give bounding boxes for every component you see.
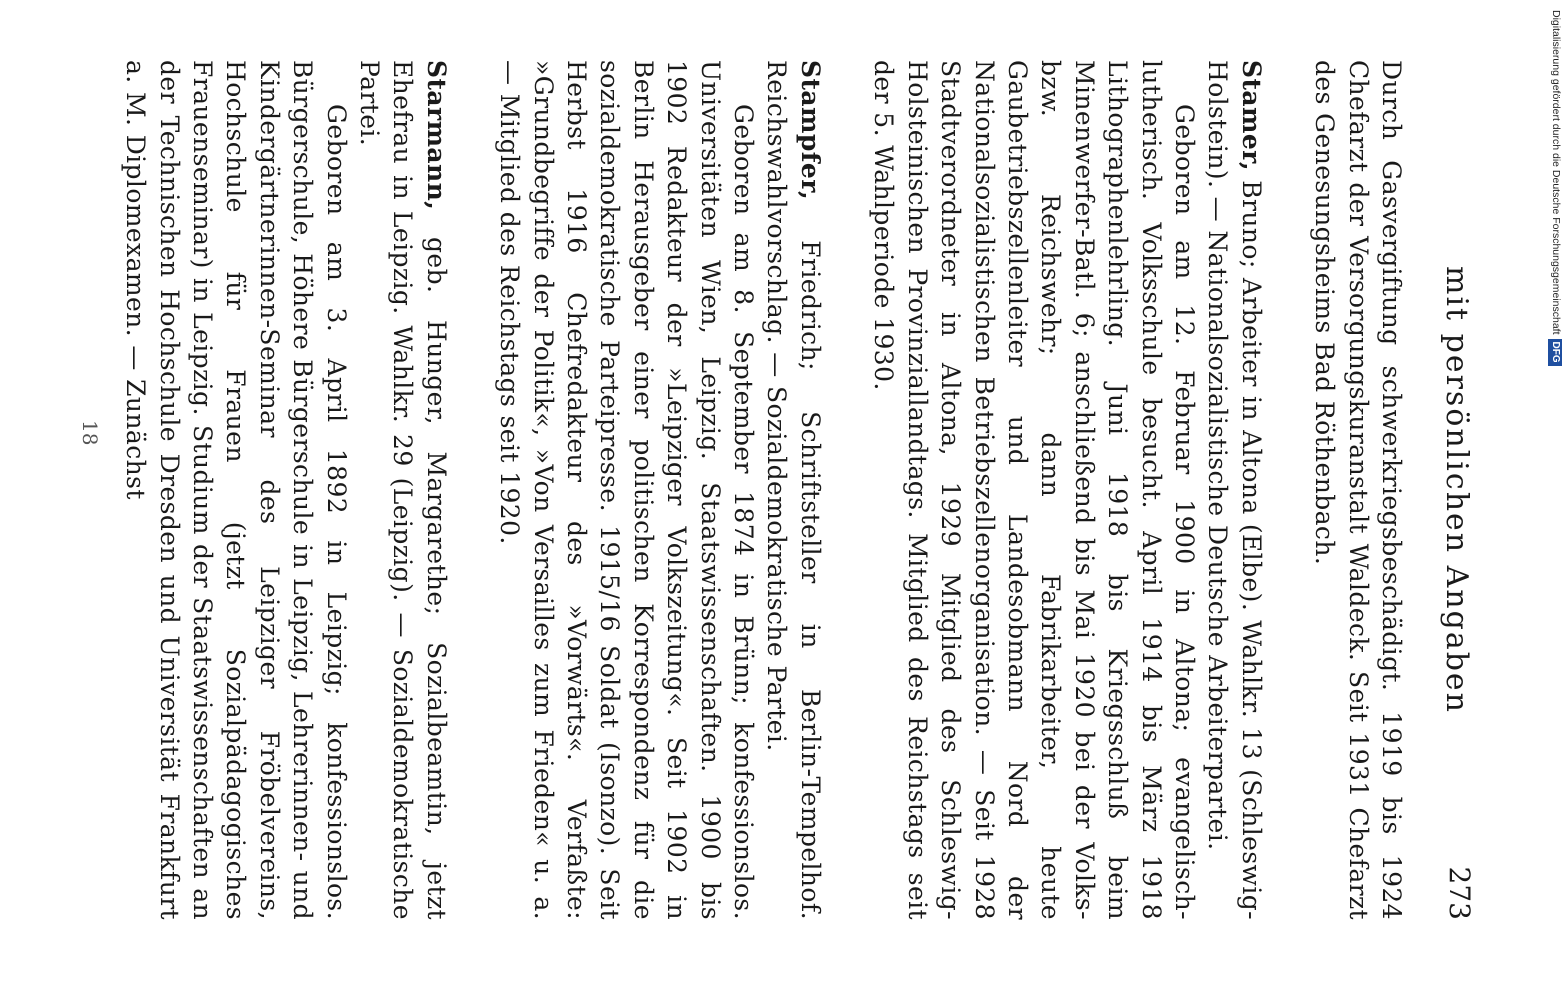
entry-name: Starmann,	[421, 60, 451, 211]
entry-biography: Geboren am 12. Februar 1900 in Altona; evangelisch-lutherisch. Volksschule besucht. April 1914 bis März 1918 Lithographenlehrling. Juni 1918 bis Kriegsschluß beim Minenwerfer-Batl. 6; anschließend bis Mai 1920 bei der Volks- bzw. Reichswehr; dann Fabrikarbeiter, heute Gaubetriebszellenleiter und Landesobmann Nord der Nationalsozialistischen Betriebszellenorganisation. — Seit 1928 Stadtverordneter in Altona, 1929 Mitglied des Schleswig-Holsteinischen Provinziallandtags. Mitglied des Reichstags seit der 5. Wahlperiode 1930.	[869, 60, 1199, 920]
page-number: 273	[1443, 866, 1476, 920]
biography-entry-stampfer	[493, 60, 827, 920]
signature-mark: 18	[78, 420, 102, 446]
entry-header-details: geb. Hunger, Margarethe; Sozialbeamtin, jetzt Ehefrau in Leipzig. Wahlkr. 29 (Leipzig). — Sozialdemokratische Partei.	[355, 60, 451, 920]
entry-header	[1201, 60, 1268, 920]
dfg-logo-badge: DFG	[1548, 339, 1562, 366]
entry-name: Stampfer,	[795, 60, 825, 201]
intro-paragraph: Durch Gasvergiftung schwerkriegsbeschädigt. 1919 bis 1924 Chefarzt der Versorgungskuranstalt Waldeck. Seit 1931 Chefarzt des Genesungsheims Bad Röthenbach.	[1310, 60, 1406, 920]
page-header	[1426, 60, 1486, 920]
entry-name: Stamer,	[1236, 60, 1266, 172]
entry-header	[353, 60, 453, 920]
biography-entry-starmann	[119, 60, 453, 920]
entry-biography: Geboren am 8. September 1874 in Brünn; konfessionslos. Universitäten Wien, Leipzig. Staatswissenschaften. 1900 bis 1902 Redakteur der »Leipziger Volkszeitung«. Seit 1902 in Berlin Herausgeber einer politischen Korrespondenz für die sozialdemokratische Parteipresse. 1915/16 Soldat (Isonzo). Seit Herbst 1916 Chefredakteur des »Vorwärts«. Verfaßte: »Grundbegriffe der Politik«, »Von Versailles zum Frieden« u. a. — Mitglied des Reichstags seit 1920.	[495, 60, 759, 920]
digitization-note-text: Digitalisierung gefördert durch die Deutsche Forschungsgemeinschaft	[1550, 10, 1562, 335]
entry-header-details: Bruno; Arbeiter in Altona (Elbe). Wahlkr. 13 (Schleswig-Holstein). — Nationalsozialistische Deutsche Arbeiterpartei.	[1203, 60, 1266, 920]
entry-header-details: Friedrich; Schriftsteller in Berlin-Tempelhof. Reichswahlvorschlag. — Sozialdemokratische Partei.	[762, 60, 825, 920]
digitization-note	[1548, 10, 1564, 990]
page-body	[119, 60, 1408, 920]
entry-header	[760, 60, 827, 920]
biography-entry-stamer	[867, 60, 1268, 920]
running-title: mit persönlichen Angaben	[1439, 266, 1474, 714]
entry-biography: Geboren am 3. April 1892 in Leipzig; konfessionslos. Bürgerschule, Höhere Bürgerschule in Leipzig, Lehrerinnen- und Kindergärtnerinnen-Seminar des Leipziger Fröbelvereins, Hochschule für Frauen (jetzt Sozialpädagogisches Frauenseminar) in Leipzig. Studium der Staatswissenschaften an der Technischen Hochschule Dresden und Universität Frankfurt a. M. Diplomexamen. — Zunächst	[121, 60, 351, 920]
